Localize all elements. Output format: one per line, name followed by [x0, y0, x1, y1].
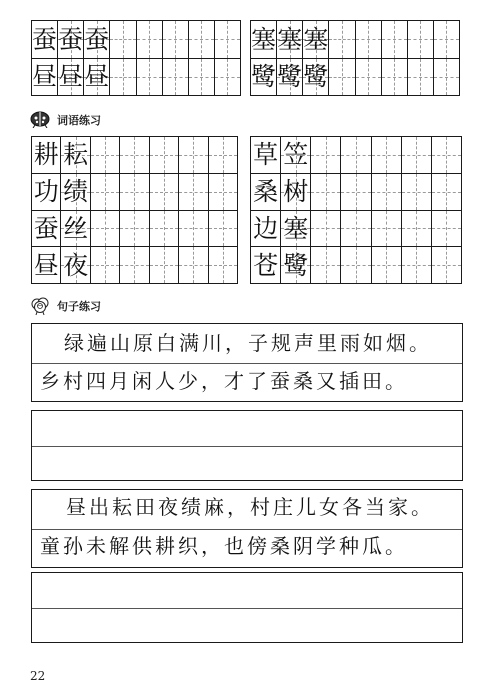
grid-cell[interactable]: [311, 247, 341, 284]
grid-cell[interactable]: [179, 137, 208, 174]
grid-character: 蚕: [33, 213, 59, 243]
grid-character: 丝: [63, 213, 89, 243]
grid-cell: [58, 21, 84, 59]
grid-cell[interactable]: [189, 21, 215, 59]
grid-cell[interactable]: [150, 247, 179, 284]
grid-character: 笠: [283, 140, 309, 170]
grid-character: 功: [33, 177, 59, 207]
grid-cell[interactable]: [356, 59, 382, 97]
page-number: 22: [30, 669, 46, 683]
grid-cell[interactable]: [209, 174, 238, 211]
grid-cell: [61, 174, 90, 211]
grid-cell[interactable]: [311, 211, 341, 248]
grid-character: 塞: [303, 24, 329, 54]
grid-cell: [251, 21, 277, 59]
blank-writing-box-1[interactable]: [31, 410, 463, 481]
grid-cell: [32, 247, 61, 284]
grid-cell[interactable]: [110, 59, 136, 97]
grid-cell[interactable]: [372, 137, 402, 174]
words-practice-grid-left: [31, 136, 238, 284]
grid-cell[interactable]: [91, 211, 120, 248]
grid-cell: [32, 174, 61, 211]
grid-cell[interactable]: [329, 21, 355, 59]
poem-1-line-2: 乡村四月闲人少，才了蚕桑又插田。: [40, 369, 408, 393]
grid-cell: [251, 59, 277, 97]
sheep-icon: [28, 294, 52, 316]
grid-cell: [281, 211, 311, 248]
grid-character: 夜: [63, 250, 89, 280]
grid-cell[interactable]: [120, 247, 149, 284]
grid-cell[interactable]: [382, 59, 408, 97]
top-practice-grid-left: [31, 20, 241, 96]
grid-cell: [61, 211, 90, 248]
grid-cell: [281, 247, 311, 284]
grid-cell: [32, 21, 58, 59]
grid-character: 昼: [33, 250, 59, 280]
blank-writing-box-2-divider: [32, 608, 462, 609]
grid-cell[interactable]: [329, 59, 355, 97]
grid-cell[interactable]: [150, 174, 179, 211]
grid-cell[interactable]: [120, 211, 149, 248]
grid-character: 昼: [84, 62, 110, 92]
grid-character: 蚕: [32, 24, 58, 54]
blank-writing-box-1-divider: [32, 446, 462, 447]
grid-cell[interactable]: [372, 174, 402, 211]
grid-cell: [251, 247, 281, 284]
grid-cell[interactable]: [163, 59, 189, 97]
grid-character: 桑: [253, 177, 279, 207]
grid-cell[interactable]: [432, 137, 462, 174]
grid-cell[interactable]: [434, 59, 460, 97]
grid-cell[interactable]: [209, 211, 238, 248]
grid-cell[interactable]: [341, 174, 371, 211]
grid-cell: [303, 21, 329, 59]
top-practice-grid-right: [250, 20, 460, 96]
grid-cell[interactable]: [137, 21, 163, 59]
grid-cell[interactable]: [408, 21, 434, 59]
grid-cell[interactable]: [179, 211, 208, 248]
grid-cell[interactable]: [341, 211, 371, 248]
grid-character: 鹭: [251, 62, 277, 92]
grid-cell[interactable]: [434, 21, 460, 59]
grid-character: 昼: [58, 62, 84, 92]
poem-2-line-1: 昼出耘田夜绩麻，村庄儿女各当家。: [66, 495, 434, 519]
grid-cell: [32, 59, 58, 97]
sentence-section-title: 句子练习: [57, 300, 101, 313]
grid-cell[interactable]: [382, 21, 408, 59]
grid-cell: [251, 174, 281, 211]
grid-cell[interactable]: [432, 174, 462, 211]
grid-cell[interactable]: [408, 59, 434, 97]
grid-cell[interactable]: [209, 137, 238, 174]
grid-character: 鹭: [283, 250, 309, 280]
grid-cell[interactable]: [215, 59, 241, 97]
grid-cell: [281, 174, 311, 211]
grid-cell[interactable]: [163, 21, 189, 59]
grid-cell[interactable]: [402, 174, 432, 211]
grid-cell: [277, 59, 303, 97]
grid-character: 蚕: [58, 24, 84, 54]
grid-cell: [303, 59, 329, 97]
grid-cell[interactable]: [215, 21, 241, 59]
grid-cell: [61, 137, 90, 174]
grid-character: 草: [253, 140, 279, 170]
grid-cell: [84, 59, 110, 97]
grid-cell: [84, 21, 110, 59]
words-practice-grid-right: [250, 136, 462, 284]
grid-cell[interactable]: [91, 137, 120, 174]
grid-character: 耕: [33, 140, 59, 170]
grid-cell: [58, 59, 84, 97]
poem-1-line-1: 绿遍山原白满川，子规声里雨如烟。: [64, 331, 432, 355]
grid-character: 鹭: [303, 62, 329, 92]
grid-cell[interactable]: [150, 211, 179, 248]
poem-2-line-2: 童孙未解供耕织，也傍桑阴学种瓜。: [40, 534, 408, 558]
grid-cell[interactable]: [402, 247, 432, 284]
grid-cell[interactable]: [372, 247, 402, 284]
grid-character: 塞: [283, 213, 309, 243]
grid-cell[interactable]: [372, 211, 402, 248]
grid-character: 塞: [277, 24, 303, 54]
grid-character: 塞: [251, 24, 277, 54]
grid-cell[interactable]: [432, 211, 462, 248]
words-section-title: 词语练习: [57, 114, 101, 127]
grid-cell: [281, 137, 311, 174]
grid-cell: [277, 21, 303, 59]
grid-cell[interactable]: [341, 247, 371, 284]
grid-cell[interactable]: [311, 137, 341, 174]
poem-2-divider: [32, 529, 462, 530]
grid-cell[interactable]: [179, 247, 208, 284]
grid-character: 耘: [63, 140, 89, 170]
grid-character: 绩: [63, 177, 89, 207]
grid-cell: [32, 211, 61, 248]
grid-cell[interactable]: [341, 137, 371, 174]
grid-cell[interactable]: [402, 211, 432, 248]
grid-cell: [61, 247, 90, 284]
grid-character: 苍: [253, 250, 279, 280]
grid-cell: [251, 137, 281, 174]
grid-cell: [251, 211, 281, 248]
grid-cell[interactable]: [179, 174, 208, 211]
grid-cell[interactable]: [120, 174, 149, 211]
grid-character: 边: [253, 213, 279, 243]
grid-cell[interactable]: [91, 174, 120, 211]
grid-cell[interactable]: [356, 21, 382, 59]
grid-cell[interactable]: [402, 137, 432, 174]
grid-cell[interactable]: [91, 247, 120, 284]
grid-cell[interactable]: [432, 247, 462, 284]
grid-character: 蚕: [84, 24, 110, 54]
grid-character: 树: [283, 177, 309, 207]
grid-cell[interactable]: [150, 137, 179, 174]
grid-cell[interactable]: [137, 59, 163, 97]
grid-cell[interactable]: [189, 59, 215, 97]
grid-cell[interactable]: [110, 21, 136, 59]
grid-cell[interactable]: [120, 137, 149, 174]
grid-character: 鹭: [277, 62, 303, 92]
grid-cell: [32, 137, 61, 174]
grid-cell[interactable]: [311, 174, 341, 211]
grid-cell[interactable]: [209, 247, 238, 284]
ladybug-icon: [29, 108, 51, 128]
poem-1-divider: [32, 363, 462, 364]
grid-character: 昼: [32, 62, 58, 92]
blank-writing-box-2[interactable]: [31, 572, 463, 643]
